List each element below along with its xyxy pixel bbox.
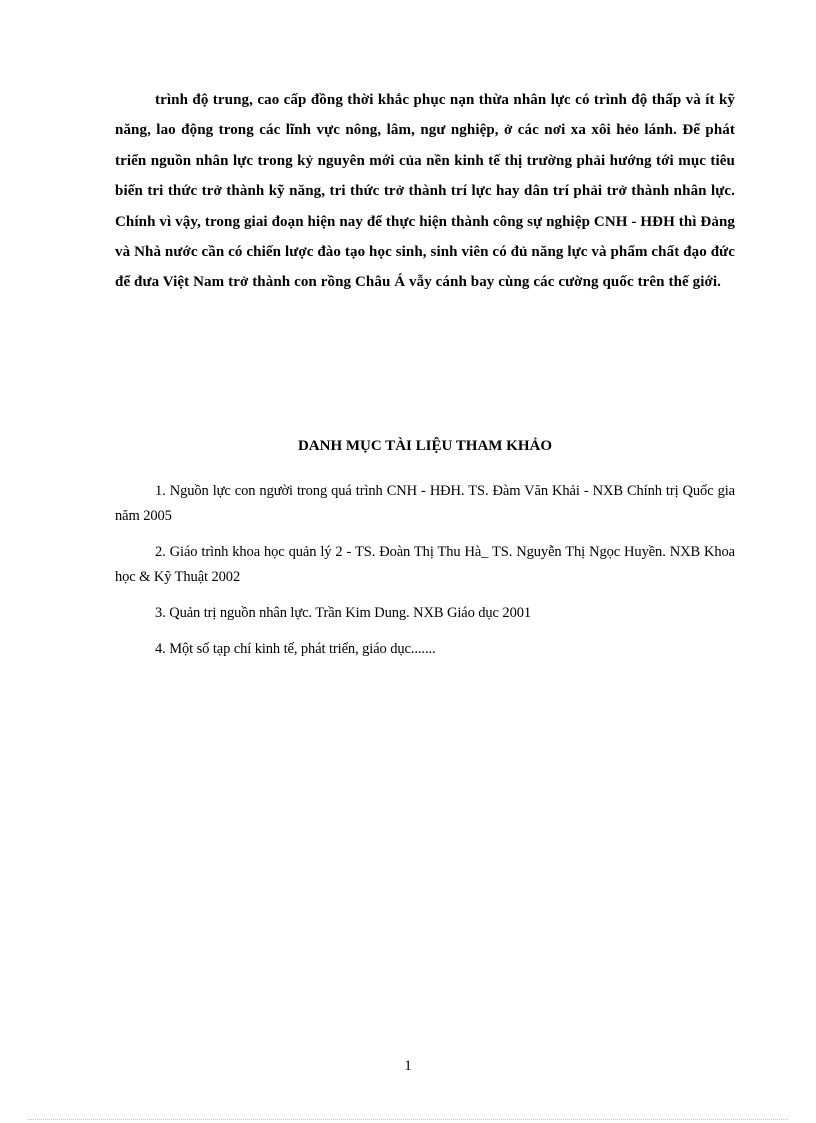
reference-item-4: 4. Một số tạp chí kinh tế, phát triển, giáo dục....... [155, 641, 436, 657]
reference-item-1: 1. Nguồn lực con người trong quá trình CNH - HĐH. TS. Đàm Văn Khải - NXB Chính trị Quốc gia năm 2005 [115, 483, 735, 524]
references-list [115, 479, 735, 673]
page-bottom-divider [28, 1119, 788, 1120]
page-number: 1 [404, 1058, 412, 1074]
body-paragraph: trình độ trung, cao cấp đồng thời khắc phục nạn thừa nhân lực có trình độ thấp và ít kỹ năng, lao động trong các lĩnh vực nông, lâm, ngư nghiệp, ở các nơi xa xôi hẻo lánh. Để phát triển nguồn nhân lực trong kỷ nguyên mới của nền kinh tế thị trường phải hướng tới mục tiêu biến tri thức trở thành kỹ năng, tri thức trở thành trí lực hay dân trí phải trở thành nhân lực. Chính vì vậy, trong giai đoạn hiện nay để thực hiện thành công sự nghiệp CNH - HĐH thì Đảng và Nhà nước cần có chiến lược đào tạo học sinh, sinh viên có đủ năng lực và phẩm chất đạo đức để đưa Việt Nam trở thành con rồng Châu Á vẫy cánh bay cùng các cường quốc trên thế giới. [115, 92, 735, 291]
reference-item-2: 2. Giáo trình khoa học quản lý 2 - TS. Đoàn Thị Thu Hà_ TS. Nguyễn Thị Ngọc Huyền. NXB Khoa học & Kỹ Thuật 2002 [115, 544, 735, 585]
references-heading: DANH MỤC TÀI LIỆU THAM KHẢO [297, 438, 553, 454]
reference-item-3: 3. Quản trị nguồn nhân lực. Trần Kim Dung. NXB Giáo dục 2001 [155, 605, 532, 621]
